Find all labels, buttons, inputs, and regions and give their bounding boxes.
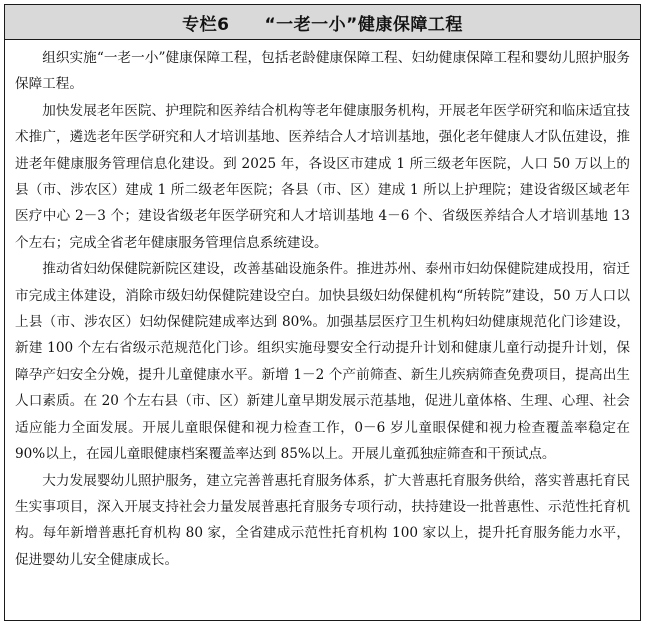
column-title: 专栏6 “一老一小”健康保障工程 — [5, 5, 640, 40]
paragraph-elderly-health: 加快发展老年医院、护理院和医养结合机构等老年健康服务机构，开展老年医学研究和临床适宜技术推广，遴选老年医学研究和人才培训基地、医养结合人才培训基地，强化老年健康人才队伍建设，推进老年健康服务管理信息化建设。到 2025 年，各设区市建成 1 所三级老年医院，人口 50 万以上的县（市、涉农区）建成 1 所二级老年医院；各县（市、区）建成 1 所以上护理院；建设省级区域老年医疗中心 2－3 个；建设省级老年医学研究和人才培训基地 4－6 个、省级医养结合人才培训基地 13 个左右；完成全省老年健康服务管理信息系统建设。 — [15, 102, 630, 251]
column-box — [4, 4, 641, 621]
column-body — [5, 40, 640, 573]
paragraph-overview: 组织实施“一老一小”健康保障工程，包括老龄健康保障工程、妇幼健康保障工程和婴幼儿照护服务保障工程。 — [15, 50, 630, 93]
paragraph-maternal-child-health: 推动省妇幼保健院新院区建设，改善基础设施条件。推进苏州、泰州市妇幼保健院建成投用，宿迁市完成主体建设，消除市级妇幼保健院建设空白。加快县级妇幼保健机构“所转院”建设，50 万人口以上县（市、涉农区）妇幼保健院建成率达到 80%。加强基层医疗卫生机构妇幼健康规范化门诊建设，新建 100 个左右省级示范规范化门诊。组织实施母婴安全行动提升计划和健康儿童行动提升计划，保障孕产妇安全分娩，提升儿童健康水平。新增 1－2 个产前筛查、新生儿疾病筛查免费项目，提高出生人口素质。在 20 个左右县（市、区）新建儿童早期发展示范基地，促进儿童体格、生理、心理、社会适应能力全面发展。开展儿童眼保健和视力检查工作，0－6 岁儿童眼保健和视力检查覆盖率稳定在 90%以上，在园儿童眼健康档案覆盖率达到 85%以上。开展儿童孤独症筛查和干预试点。 — [15, 261, 630, 463]
paragraph-infant-care: 大力发展婴幼儿照护服务，建立完善普惠托育服务体系，扩大普惠托育服务供给，落实普惠托育民生实事项目，深入开展支持社会力量发展普惠托育服务专项行动，扶持建设一批普惠性、示范性托育机构。每年新增普惠托育机构 80 家，全省建成示范性托育机构 100 家以上，提升托育服务能力水平，促进婴幼儿安全健康成长。 — [15, 472, 630, 568]
